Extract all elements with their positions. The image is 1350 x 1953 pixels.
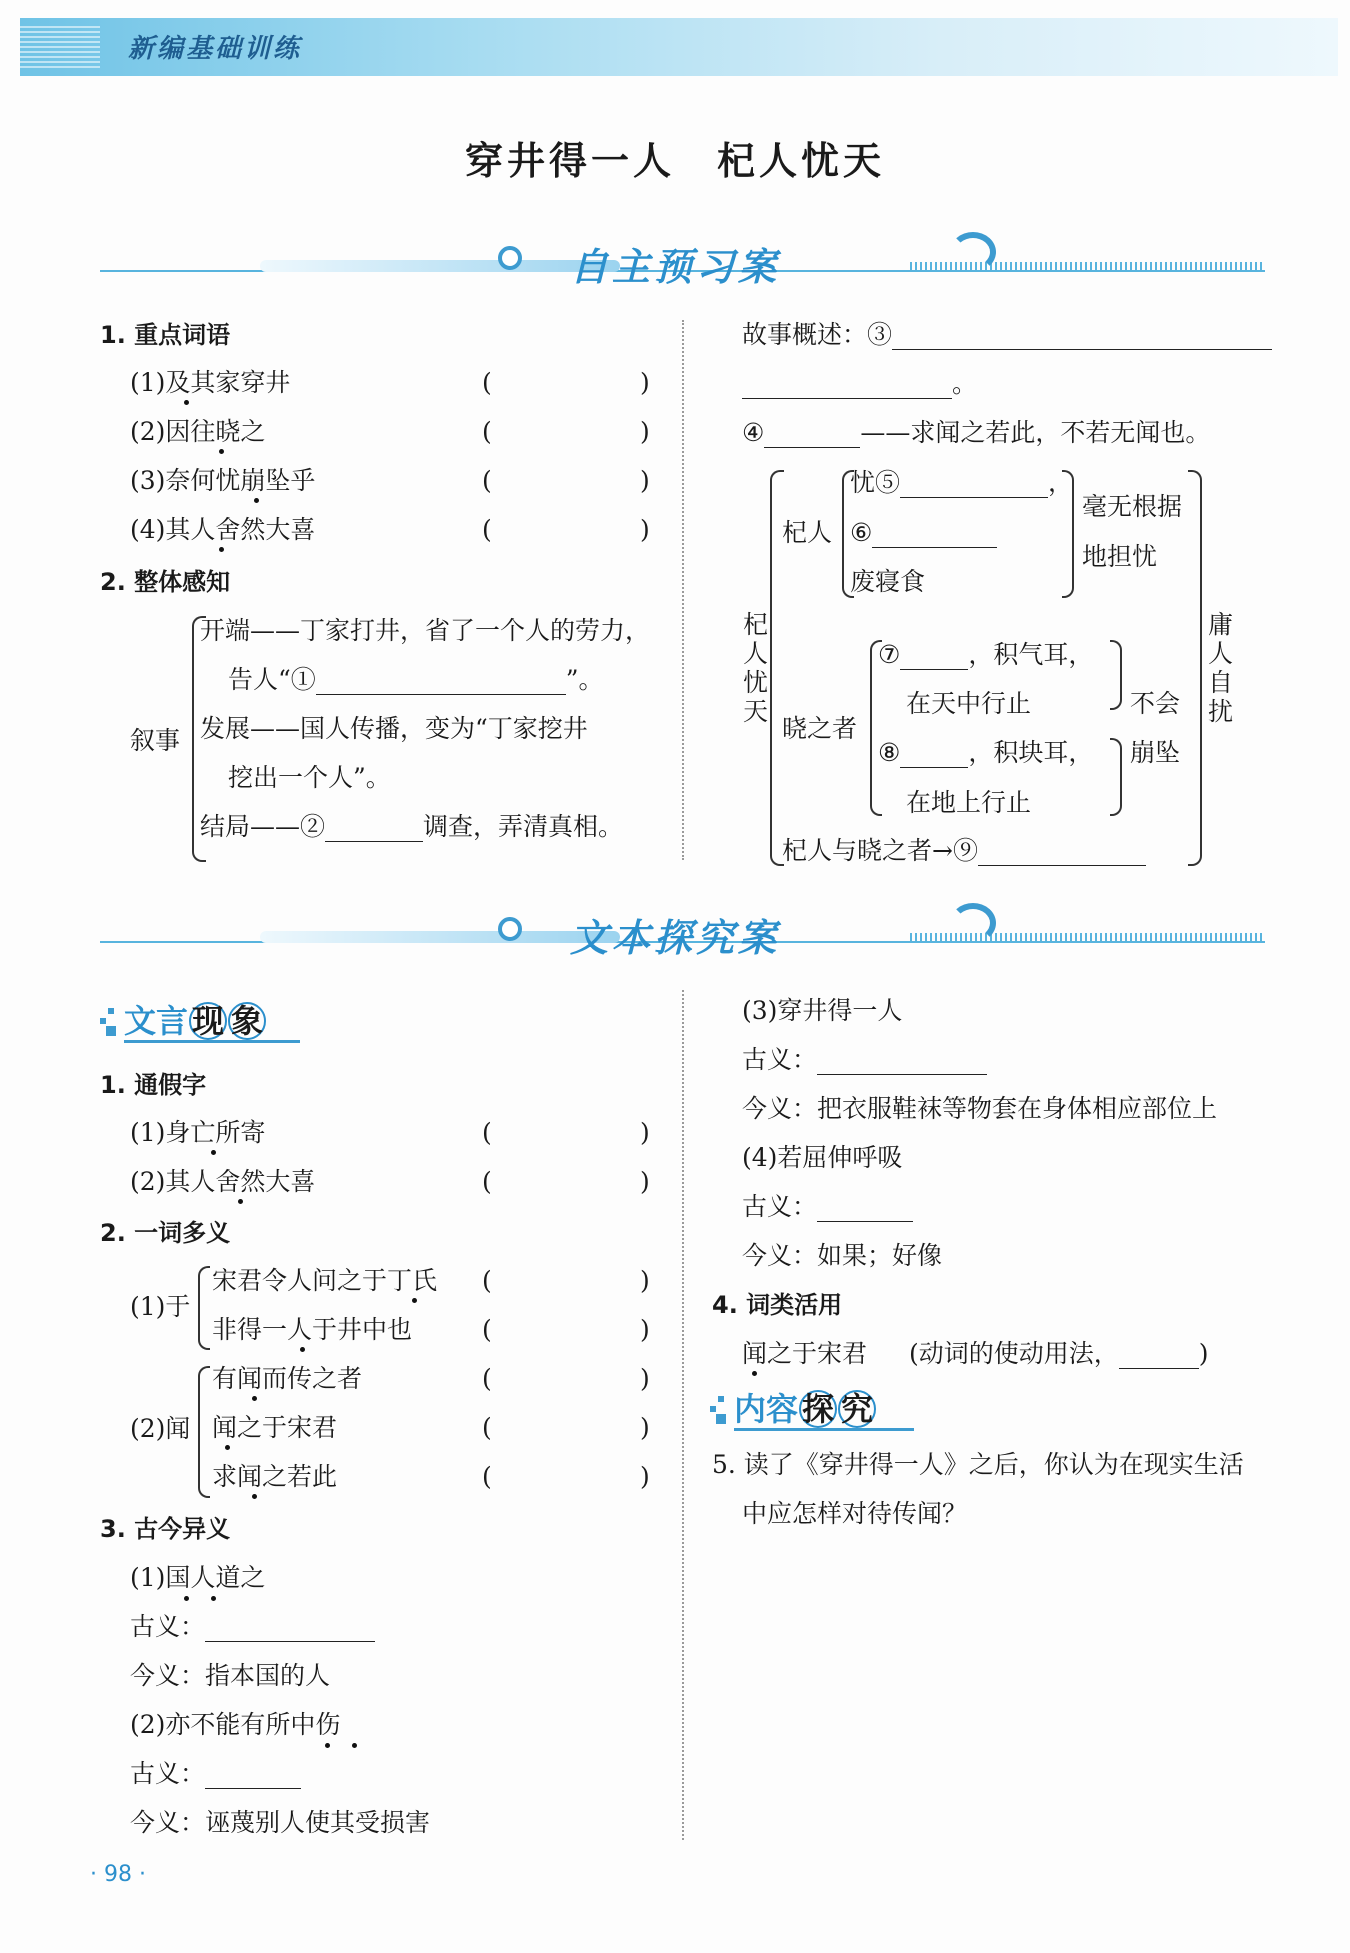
q2-heading-explore: 2. 一词多义 bbox=[100, 1219, 231, 1247]
wen-label: (2)闻 bbox=[130, 1414, 191, 1443]
answer-close: ) bbox=[640, 1315, 650, 1344]
q1-heading-explore: 1. 通假字 bbox=[100, 1071, 207, 1099]
q4-item: 闻之于宋君 (动词的使动用法， ) bbox=[742, 1339, 1209, 1368]
gujin-4-new: 今义：如果；好像 bbox=[742, 1241, 943, 1270]
section-banner-explore bbox=[100, 903, 1265, 963]
narrative-start: 开端——丁家打井，省了一个人的劳力， bbox=[200, 616, 651, 645]
emphasis-dot bbox=[184, 1596, 189, 1601]
sky-brace bbox=[1110, 640, 1122, 710]
subhead-wenyan: 文言 现 象 bbox=[100, 996, 300, 1046]
gujin-3: (3)穿井得一人 bbox=[742, 996, 903, 1025]
answer-blank-q4[interactable] bbox=[1119, 1343, 1199, 1369]
answer-blank-7[interactable] bbox=[900, 644, 968, 670]
header-title: 新编基础训练 bbox=[128, 34, 303, 64]
wen-item-3: 求闻之若此 bbox=[212, 1462, 338, 1491]
section-banner-preview bbox=[100, 232, 1265, 292]
gujin-2: (2)亦不能有所中伤 bbox=[130, 1710, 341, 1739]
story-summary: 故事概述：③ bbox=[742, 320, 1272, 350]
beng-zhui: 崩坠 bbox=[1130, 738, 1181, 767]
tongjia-2: (2)其人舍然大喜 bbox=[130, 1167, 316, 1196]
answer-blank-3b[interactable] bbox=[742, 373, 952, 399]
yu-item-1: 宋君令人问之于丁氏 bbox=[212, 1266, 438, 1295]
gujin-3-new: 今义：把衣服鞋袜等物套在身体相应部位上 bbox=[742, 1094, 1218, 1123]
answer-close: ) bbox=[640, 1266, 650, 1295]
q4-heading-explore: 4. 词类活用 bbox=[712, 1291, 843, 1319]
gujin-1-old: 古义： bbox=[130, 1612, 375, 1642]
answer-blank-6[interactable] bbox=[872, 522, 997, 548]
answer-open[interactable]: ( bbox=[482, 1364, 492, 1393]
emphasis-dot bbox=[412, 1298, 417, 1303]
wen-item-1: 有闻而传之者 bbox=[212, 1364, 363, 1393]
answer-open[interactable]: ( bbox=[482, 1462, 492, 1491]
answer-open[interactable]: ( bbox=[482, 1266, 492, 1295]
q1-item-2: (2)因往晓之 bbox=[130, 417, 266, 446]
answer-open[interactable]: ( bbox=[482, 1315, 492, 1344]
gujin-2-new: 今义：诬蔑别人使其受损害 bbox=[130, 1808, 431, 1837]
section-label-preview: 自主预习案 bbox=[570, 245, 781, 289]
emphasis-dot bbox=[325, 1743, 330, 1748]
emphasis-dot bbox=[300, 1347, 305, 1352]
q1-item-1: (1)及其家穿井 bbox=[130, 368, 291, 397]
sky-move: 在天中行止 bbox=[906, 689, 1032, 718]
q1-item-3: (3)奈何忧崩坠乎 bbox=[130, 466, 316, 495]
yongren-label: 庸 人 自 扰 bbox=[1208, 610, 1234, 726]
emphasis-dot bbox=[752, 1371, 757, 1376]
qiren-brace-right bbox=[1062, 470, 1074, 598]
emphasis-dot bbox=[184, 400, 189, 405]
item-4: ④ ——求闻之若此，不若无闻也。 bbox=[742, 418, 1211, 447]
gujin-2-old: 古义： bbox=[130, 1759, 301, 1789]
answer-blank-gujin-2[interactable] bbox=[205, 1763, 301, 1789]
emphasis-dot bbox=[252, 1494, 257, 1499]
answer-blank-gujin-4[interactable] bbox=[817, 1196, 913, 1222]
ring-icon bbox=[498, 246, 522, 270]
answer-blank-9[interactable] bbox=[978, 840, 1146, 866]
q5-line-1: 5. 读了《穿井得一人》之后，你认为在现实生活 bbox=[712, 1450, 1244, 1479]
xiaozhizhe-label: 晓之者 bbox=[782, 714, 858, 743]
q1-heading: 1. 重点词语 bbox=[100, 321, 231, 349]
tree-final: 杞人与晓之者→⑨ bbox=[782, 836, 1146, 866]
answer-open[interactable]: ( bbox=[482, 1167, 492, 1196]
answer-open[interactable]: ( bbox=[482, 1413, 492, 1442]
worry-ground: 地担忧 bbox=[1082, 542, 1158, 571]
narrative-end: 结局——② 调查，弄清真相。 bbox=[200, 812, 624, 841]
answer-close: ) bbox=[640, 1167, 650, 1196]
narrative-label: 叙事 bbox=[130, 726, 181, 755]
item-8: ⑧ ，积块耳， bbox=[878, 738, 1094, 767]
ring-icon bbox=[498, 917, 522, 941]
q3-heading-explore: 3. 古今异义 bbox=[100, 1515, 231, 1543]
answer-close: ) bbox=[640, 368, 650, 397]
gujin-1: (1)国人道之 bbox=[130, 1563, 266, 1592]
answer-blank-4[interactable] bbox=[764, 422, 860, 448]
narrative-start-2: 告人“① ”。 bbox=[228, 665, 604, 694]
q5-line-2: 中应怎样对待传闻？ bbox=[742, 1499, 968, 1528]
insomnia: 废寝食 bbox=[850, 567, 926, 596]
worry-5: 忧⑤ ， bbox=[850, 468, 1074, 497]
bu-hui: 不会 bbox=[1130, 689, 1181, 718]
column-divider bbox=[682, 320, 684, 860]
answer-open[interactable]: ( bbox=[482, 466, 492, 495]
no-basis: 毫无根据 bbox=[1082, 492, 1183, 521]
answer-close: ) bbox=[640, 466, 650, 495]
wen-brace bbox=[198, 1366, 210, 1498]
hook-icon bbox=[950, 232, 996, 272]
tree-root-label: 杞 人 忧 天 bbox=[743, 610, 769, 726]
qiren-label: 杞人 bbox=[782, 518, 833, 547]
hook-icon bbox=[950, 903, 996, 943]
answer-blank-3[interactable] bbox=[892, 324, 1272, 350]
yu-item-2: 非得一人于井中也 bbox=[212, 1315, 413, 1344]
emphasis-dot bbox=[252, 1396, 257, 1401]
emphasis-dot bbox=[254, 498, 259, 503]
answer-close: ) bbox=[640, 1118, 650, 1147]
header-stripes bbox=[20, 26, 100, 68]
answer-close: ) bbox=[640, 515, 650, 544]
ground-brace bbox=[1110, 738, 1122, 816]
gujin-4: (4)若屈伸呼吸 bbox=[742, 1143, 903, 1172]
emphasis-dot bbox=[211, 1150, 216, 1155]
answer-close: ) bbox=[640, 417, 650, 446]
q2-heading: 2. 整体感知 bbox=[100, 568, 231, 596]
item-6: ⑥ bbox=[850, 518, 997, 548]
answer-blank-8[interactable] bbox=[900, 742, 968, 768]
gujin-4-old: 古义： bbox=[742, 1192, 913, 1222]
answer-blank-gujin-1[interactable] bbox=[205, 1616, 375, 1642]
page-title: 穿井得一人 杞人忧天 bbox=[464, 139, 885, 183]
emphasis-dot bbox=[352, 1743, 357, 1748]
gujin-1-new: 今义：指本国的人 bbox=[130, 1661, 331, 1690]
story-summary-2: 。 bbox=[742, 369, 977, 399]
narrative-develop: 发展——国人传播，变为“丁家挖井 bbox=[200, 714, 588, 743]
answer-open[interactable]: ( bbox=[482, 515, 492, 544]
answer-blank-2[interactable] bbox=[325, 816, 423, 842]
subhead-neirong: 内容 探 究 bbox=[710, 1384, 930, 1434]
answer-blank-gujin-3[interactable] bbox=[817, 1049, 987, 1075]
page-number: · 98 · bbox=[90, 1862, 146, 1887]
answer-blank-5[interactable] bbox=[900, 472, 1048, 498]
narrative-develop-2: 挖出一个人”。 bbox=[228, 763, 391, 792]
yu-label: (1)于 bbox=[130, 1292, 191, 1321]
q1-item-4: (4)其人舍然大喜 bbox=[130, 515, 316, 544]
item-7: ⑦ ，积气耳， bbox=[878, 640, 1094, 669]
answer-close: ) bbox=[640, 1364, 650, 1393]
emphasis-dot bbox=[219, 547, 224, 552]
emphasis-dot bbox=[225, 1445, 230, 1450]
answer-blank-1[interactable] bbox=[316, 669, 566, 695]
emphasis-dot bbox=[211, 1596, 216, 1601]
section-label-explore: 文本探究案 bbox=[570, 916, 781, 960]
wen-item-2: 闻之于宋君 bbox=[212, 1413, 338, 1442]
ground-move: 在地上行止 bbox=[906, 788, 1032, 817]
emphasis-dot bbox=[238, 1199, 243, 1204]
tree-brace-right bbox=[1188, 470, 1202, 866]
answer-open[interactable]: ( bbox=[482, 368, 492, 397]
column-divider bbox=[682, 990, 684, 1840]
answer-open[interactable]: ( bbox=[482, 417, 492, 446]
emphasis-dot bbox=[219, 449, 224, 454]
answer-open[interactable]: ( bbox=[482, 1118, 492, 1147]
gujin-3-old: 古义： bbox=[742, 1045, 987, 1075]
answer-close: ) bbox=[640, 1413, 650, 1442]
tongjia-1: (1)身亡所寄 bbox=[130, 1118, 266, 1147]
answer-close: ) bbox=[640, 1462, 650, 1491]
yu-brace bbox=[198, 1266, 210, 1350]
